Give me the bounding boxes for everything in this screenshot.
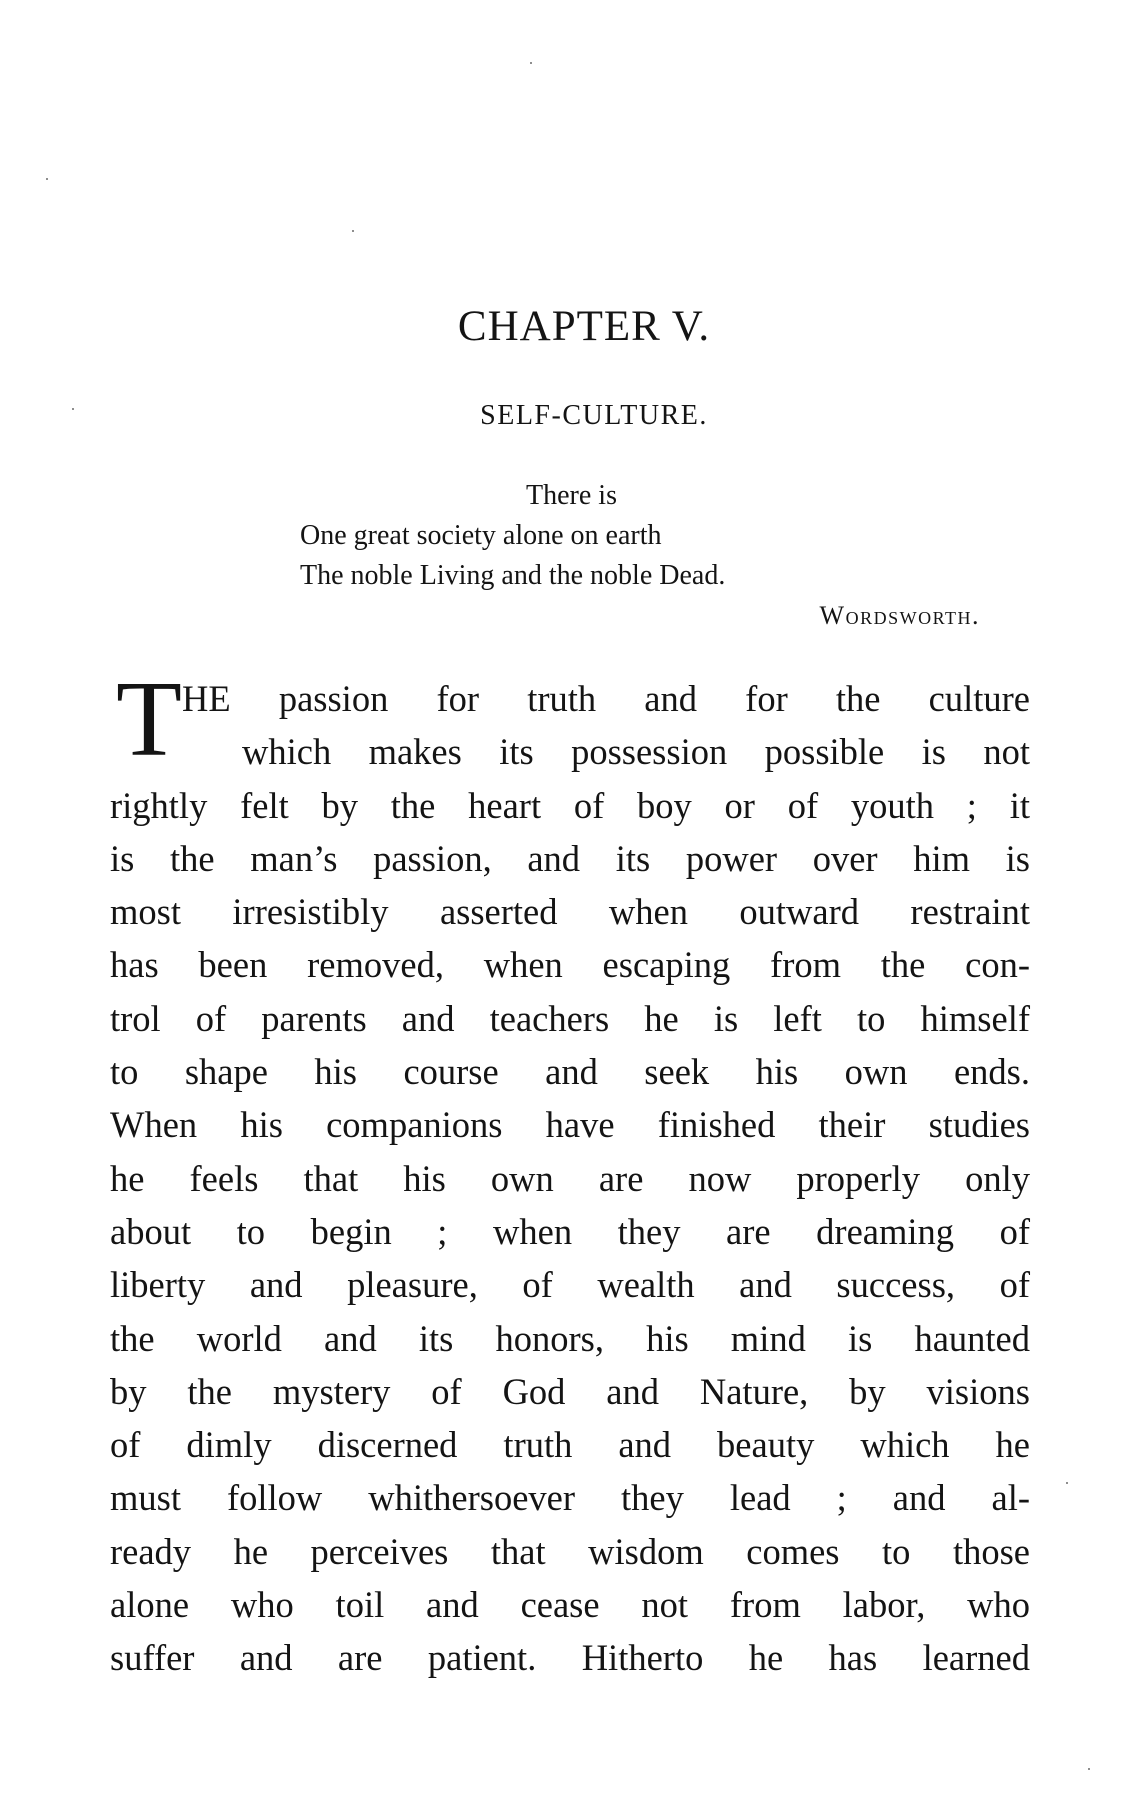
scan-speck	[352, 230, 354, 232]
epigraph-line: The noble Living and the noble Dead.	[300, 560, 726, 591]
scan-speck	[1066, 1482, 1068, 1484]
chapter-title: CHAPTER V.	[457, 303, 711, 350]
scan-speck	[530, 62, 532, 64]
text-line: When his companions have finished their studies	[110, 1104, 1030, 1146]
epigraph-line: One great society alone on earth	[300, 520, 662, 551]
text-line: the world and its honors, his mind is haunted	[110, 1317, 1030, 1359]
scan-speck	[72, 408, 74, 410]
chapter-subtitle: SELF-CULTURE.	[480, 400, 708, 431]
text-line: rightly felt by the heart of boy or of youth ; it	[110, 784, 1030, 826]
text-line: suffer and are patient. Hitherto he has learned	[110, 1637, 1030, 1679]
text-line: must follow whithersoever they lead ; and al-	[110, 1477, 1030, 1519]
text-line: ready he perceives that wisdom comes to those	[110, 1530, 1030, 1572]
text-line: most irresistibly asserted when outward restraint	[110, 891, 1030, 933]
text-line: to shape his course and seek his own ends.	[110, 1051, 1030, 1093]
text-line: trol of parents and teachers he is left to himself	[110, 997, 1030, 1039]
text-line: liberty and pleasure, of wealth and success, of	[110, 1264, 1030, 1306]
scan-speck	[1088, 1768, 1090, 1770]
text-line: he feels that his own are now properly only	[110, 1157, 1030, 1199]
drop-cap: T	[116, 660, 182, 779]
text-line: has been removed, when escaping from the con-	[110, 944, 1030, 986]
text-line: which makes its possession possible is not	[242, 731, 1030, 773]
text-line: alone who toil and cease not from labor, who	[110, 1584, 1030, 1626]
epigraph	[300, 476, 980, 636]
text-line: by the mystery of God and Nature, by visions	[110, 1370, 1030, 1412]
epigraph-author: Wordsworth.	[819, 601, 980, 630]
body-paragraph	[110, 660, 1030, 1685]
text-line: about to begin ; when they are dreaming of	[110, 1210, 1030, 1252]
scan-speck	[46, 178, 48, 180]
text-line: of dimly discerned truth and beauty which he	[110, 1424, 1030, 1466]
epigraph-line: There is	[526, 480, 617, 511]
text-line: is the man’s passion, and its power over him is	[110, 837, 1030, 879]
first-line-text: HE passion for truth and for the culture	[182, 678, 1030, 719]
